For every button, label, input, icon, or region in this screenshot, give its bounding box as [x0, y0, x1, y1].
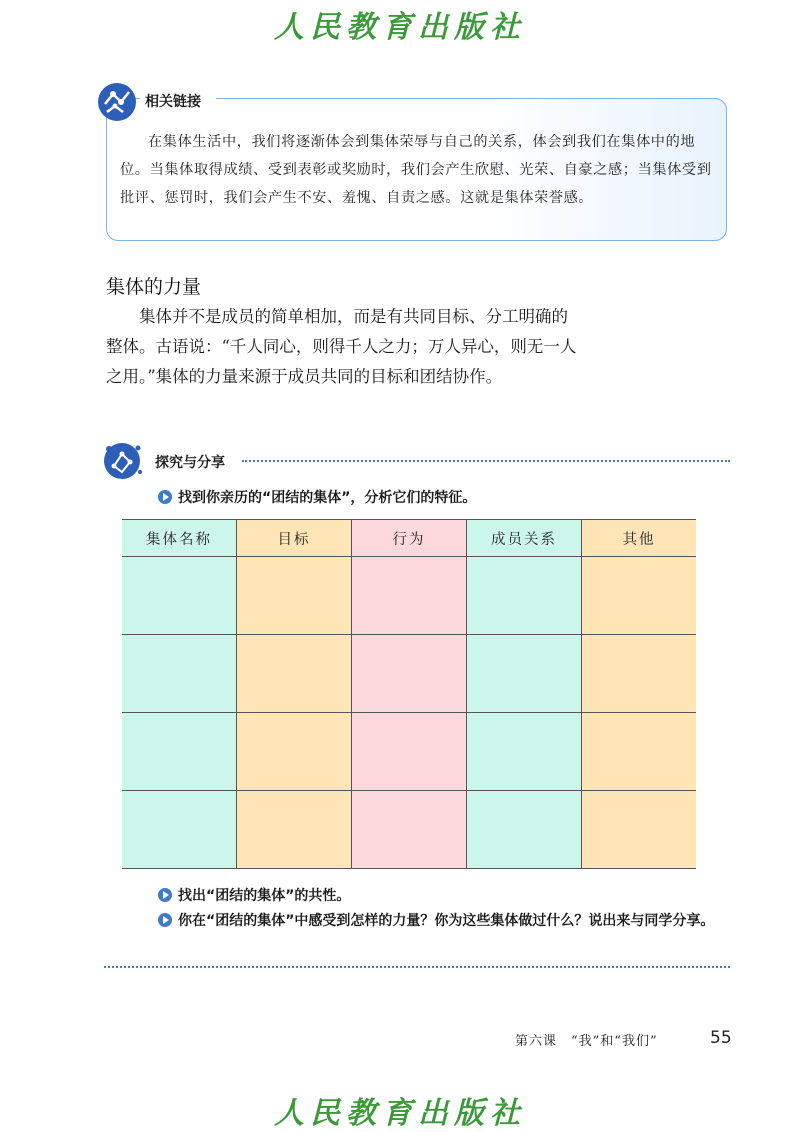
related-link-body: 在集体生活中，我们将逐渐体会到集体荣辱与自己的关系，体会到我们在集体中的地位。当集体取得成绩、受到表彰或奖励时，我们会产生欣慰、光荣、自豪之感；当集体受到批评、惩罚时，我们会产生不安、羞愧、自责之感。这就是集体荣誉感。 — [120, 134, 712, 206]
publisher-watermark-top: 人民教育出版社 — [274, 10, 526, 45]
table-cell — [467, 791, 582, 869]
table-row — [122, 713, 696, 791]
section-title: 集体的力量 — [106, 276, 202, 298]
table-cell — [122, 635, 237, 713]
collective-analysis-table — [122, 519, 696, 869]
prompt-item: 找到你亲历的“团结的集体”，分析它们的特征。 — [158, 487, 476, 507]
play-bullet-icon — [158, 913, 172, 927]
table-cell — [467, 635, 582, 713]
explore-share-title: 探究与分享 — [155, 455, 225, 471]
table-cell — [467, 713, 582, 791]
table-row — [122, 557, 696, 635]
table-header-cell: 目标 — [237, 520, 352, 557]
table-header-cell: 其他 — [582, 520, 697, 557]
publisher-watermark-bottom: 人民教育出版社 — [274, 1096, 526, 1131]
footer-chapter: 第六课 “我”和“我们” — [515, 1034, 658, 1049]
table-cell — [582, 635, 697, 713]
related-link-title: 相关链接 — [145, 94, 201, 110]
table-cell — [237, 557, 352, 635]
table-cell — [237, 791, 352, 869]
table-header-row — [122, 520, 696, 557]
table-cell — [122, 713, 237, 791]
divider-dotted — [104, 966, 730, 968]
table-cell — [352, 791, 467, 869]
table-cell — [352, 635, 467, 713]
table-row — [122, 791, 696, 869]
play-bullet-icon — [158, 490, 172, 504]
table-header-cell: 行为 — [352, 520, 467, 557]
table-cell — [582, 557, 697, 635]
table-cell — [582, 791, 697, 869]
table-cell — [467, 557, 582, 635]
table-cell — [122, 557, 237, 635]
table-cell — [352, 557, 467, 635]
table-cell — [352, 713, 467, 791]
page-number: 55 — [710, 1028, 732, 1048]
table-header-cell: 集体名称 — [122, 520, 237, 557]
table-cell — [582, 713, 697, 791]
play-bullet-icon — [158, 888, 172, 902]
section-paragraph: 集体并不是成员的简单相加，而是有共同目标、分工明确的整体。古语说：“千人同心，则得千人之力；万人异心，则无一人之用。”集体的力量来源于成员共同的目标和团结协作。 — [106, 307, 577, 386]
explore-share-icon — [100, 440, 146, 480]
prompt-item: 找出“团结的集体”的共性。 — [158, 885, 350, 905]
prompt-item: 你在“团结的集体”中感受到怎样的力量？你为这些集体做过什么？说出来与同学分享。 — [106, 909, 726, 933]
divider-dotted — [242, 460, 730, 462]
table-cell — [122, 791, 237, 869]
table-cell — [237, 713, 352, 791]
table-header-cell: 成员关系 — [467, 520, 582, 557]
table-row — [122, 635, 696, 713]
related-link-icon — [97, 82, 137, 122]
table-cell — [237, 635, 352, 713]
